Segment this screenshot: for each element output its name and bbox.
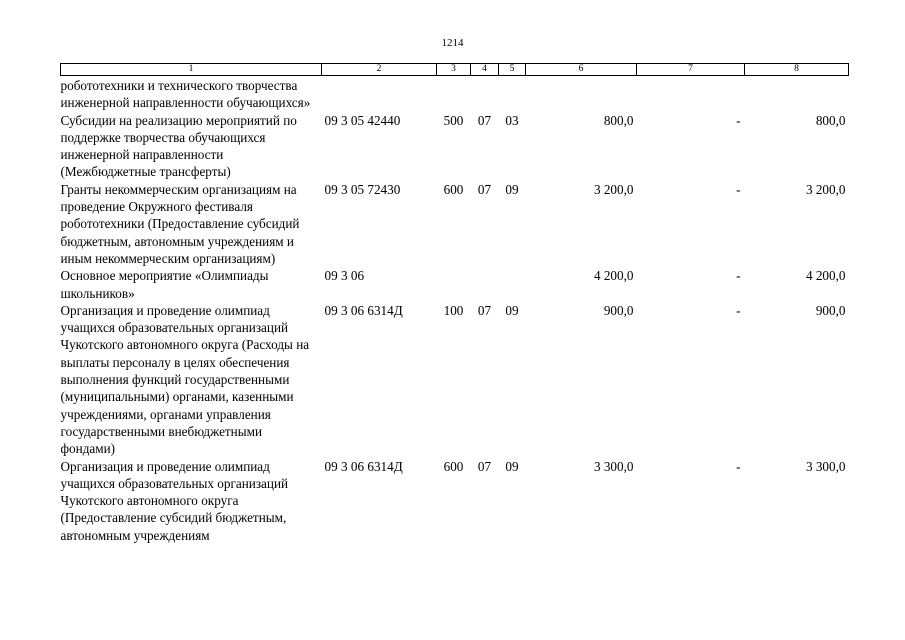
row-code: 09 3 05 42440 <box>324 112 401 128</box>
row-code: 09 3 06 6314Д <box>324 458 403 474</box>
row-section: 07 <box>477 112 492 128</box>
table-row <box>61 458 849 544</box>
row-change: - <box>736 458 741 474</box>
table-row <box>61 76 849 112</box>
row-subsection <box>499 267 526 302</box>
row-expense-type <box>437 267 471 302</box>
row-section: 07 <box>477 302 492 318</box>
row-name: Субсидии на реализацию мероприятий по поддержке творчества обучающихся инженерной направленности (Межбюджетные трансферты) <box>60 112 297 180</box>
row-change: - <box>736 181 741 197</box>
row-name: Гранты некоммерческим организациям на проведение Окружного фестиваля робототехники (Предоставление субсидий бюджетным, автономным учреждениям и иным некоммерческим организациям) <box>60 181 300 266</box>
row-subsection <box>499 76 526 112</box>
row-subsection: 09 <box>505 302 519 318</box>
row-expense-type: 100 <box>443 302 464 318</box>
row-name: Организация и проведение олимпиад учащихся образовательных организаций Чукотского автономного округа (Расходы на выплаты персоналу в целях обеспечения выполнения функций государственными (муниципальными) органами, казенными учреждениями, органами управления государственными внебюджетными фондами) <box>60 302 310 457</box>
row-total: 3 300,0 <box>805 458 846 474</box>
column-number-2: 2 <box>322 64 437 76</box>
row-sum: 800,0 <box>603 112 634 128</box>
row-name: Основное мероприятие «Олимпиады школьников» <box>60 268 269 301</box>
row-change: - <box>736 112 741 128</box>
row-name: Организация и проведение олимпиад учащихся образовательных организаций Чукотского автономного округа (Предоставление субсидий бюджетным, автономным учреждениям <box>60 458 289 543</box>
row-sum: 4 200,0 <box>593 268 634 284</box>
row-subsection: 09 <box>505 458 519 474</box>
row-section: 07 <box>477 458 492 474</box>
row-sum: 900,0 <box>603 302 634 318</box>
row-code: 09 3 06 <box>324 268 365 284</box>
budget-table <box>60 63 849 544</box>
row-change: - <box>736 302 741 318</box>
row-sum: 3 300,0 <box>593 458 634 474</box>
column-number-header <box>61 64 849 76</box>
column-number-8: 8 <box>745 64 849 76</box>
column-number-7: 7 <box>637 64 745 76</box>
column-number-3: 3 <box>437 64 471 76</box>
table-row <box>61 302 849 458</box>
row-code: 09 3 05 72430 <box>324 181 401 197</box>
row-change <box>637 76 745 112</box>
table-row <box>61 181 849 267</box>
column-number-4: 4 <box>471 64 499 76</box>
row-expense-type: 600 <box>443 181 464 197</box>
row-change: - <box>736 268 741 284</box>
row-sum: 3 200,0 <box>593 181 634 197</box>
row-sum <box>526 76 637 112</box>
column-number-6: 6 <box>526 64 637 76</box>
row-total: 800,0 <box>815 112 846 128</box>
row-section <box>471 76 499 112</box>
row-total <box>745 76 849 112</box>
table-row <box>61 112 849 181</box>
row-code <box>322 76 437 112</box>
row-subsection: 03 <box>505 112 519 128</box>
row-section <box>471 267 499 302</box>
table-body <box>61 76 849 545</box>
row-name: робототехники и технического творчества инженерной направленности обучающихся» <box>60 78 311 111</box>
row-total: 900,0 <box>815 302 846 318</box>
column-number-1: 1 <box>61 64 322 76</box>
row-expense-type: 600 <box>443 458 464 474</box>
row-section: 07 <box>477 181 492 197</box>
row-total: 4 200,0 <box>805 268 846 284</box>
column-number-5: 5 <box>499 64 526 76</box>
row-code: 09 3 06 6314Д <box>324 302 403 318</box>
table-row <box>61 267 849 302</box>
header-row <box>61 64 849 76</box>
row-total: 3 200,0 <box>805 181 846 197</box>
row-expense-type: 500 <box>443 112 464 128</box>
page-number: 1214 <box>441 37 464 49</box>
row-expense-type <box>437 76 471 112</box>
row-subsection: 09 <box>505 181 519 197</box>
